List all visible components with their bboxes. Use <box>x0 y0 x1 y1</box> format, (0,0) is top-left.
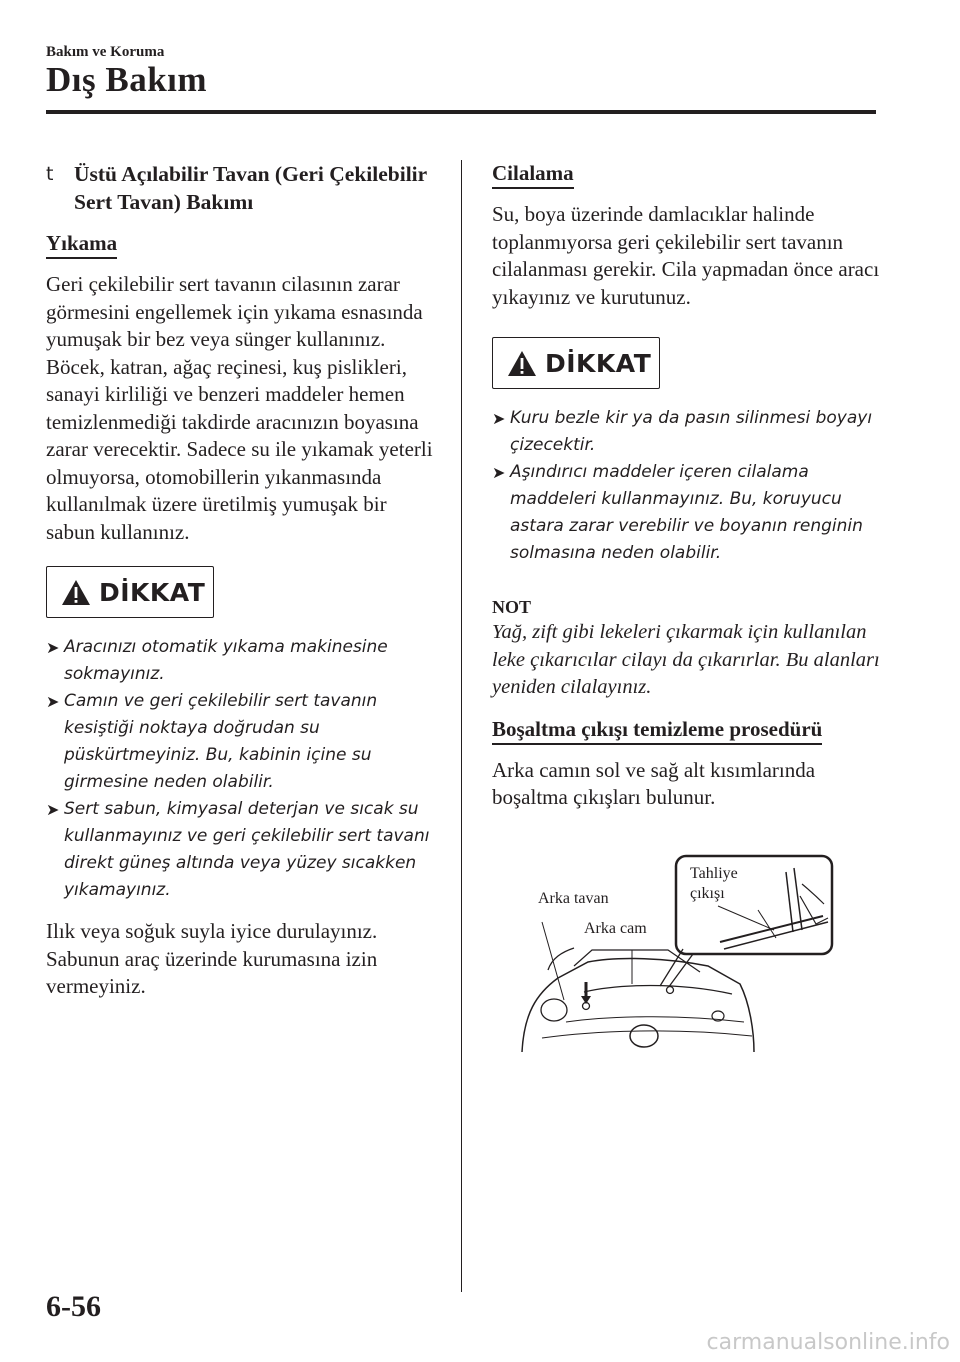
wash-paragraph-2: Böcek, katran, ağaç reçinesi, kuş pislikleri, sanayi kirliliği ve benzeri maddeler hemen temizlenmediği takdirde aracınızın boyasına zarar verecektir. Sadece su ile yıkamak yeterli olmuyorsa, otomobillerin yıkanmasında kullanılmak üzere üretilmiş yumuşak bir sabun kullanınız. <box>46 354 433 544</box>
arrow-icon: ➤ <box>492 463 506 482</box>
wash-subheading: Yıkama <box>46 230 117 259</box>
list-item: ➤ Sert sabun, kimyasal deterjan ve sıcak su kullanmayınız ve geri çekilebilir sert tavanı direkt güneş altında veya yüzey sıcakken yıkamayınız. <box>46 796 438 904</box>
left-column <box>46 160 438 1001</box>
arrow-icon: ➤ <box>46 800 60 819</box>
list-item: ➤ Kuru bezle kir ya da pasın silinmesi boyayı çizecektir. <box>492 405 882 459</box>
caution-box <box>492 337 660 389</box>
label-drain-outlet: Tahliye çıkışı <box>690 864 738 902</box>
arrow-icon: ➤ <box>492 409 506 428</box>
note-text: Yağ, zift gibi lekeleri çıkarmak için kullanılan leke çıkarıcılar cilayı da çıkarırlar. Bu alanları yeniden cilalayınız. <box>492 621 880 698</box>
list-item: ➤ Aracınızı otomatik yıkama makinesine sokmayınız. <box>46 634 438 688</box>
label-rear-roof: Arka tavan <box>538 889 609 907</box>
caution-list <box>492 405 882 567</box>
caution-label: DİKKAT <box>545 348 652 378</box>
section-marker: t <box>46 163 54 185</box>
rinse-paragraph: Ilık veya soğuk suyla iyice durulayınız. Sabunun araç üzerinde kurumasına izin vermeyiniz. <box>46 919 378 998</box>
wax-paragraph: Su, boya üzerinde damlacıklar halinde toplanmıyorsa geri çekilebilir sert tavanın cilalanması gerekir. Cila yapmadan önce aracı yıkayınız ve kurutunuz. <box>492 202 880 309</box>
warning-icon <box>61 579 91 606</box>
label-rear-glass: Arka cam <box>584 919 647 937</box>
drain-subheading: Boşaltma çıkışı temizleme prosedürü <box>492 716 822 745</box>
drain-outlet-figure <box>518 854 868 1064</box>
column-divider <box>461 160 462 1292</box>
section-label: Bakım ve Koruma <box>46 44 165 60</box>
arrow-icon: ➤ <box>46 692 60 711</box>
caution-box <box>46 566 214 618</box>
watermark: carmanualsonline.info <box>706 1330 950 1355</box>
list-item: ➤ Camın ve geri çekilebilir sert tavanın kesiştiği noktaya doğrudan su püskürtmeyiniz. Bu, kabinin içine su girmesine neden olabilir. <box>46 688 438 796</box>
caution-label: DİKKAT <box>99 577 206 607</box>
caution-list <box>46 634 438 904</box>
drain-paragraph: Arka camın sol ve sağ alt kısımlarında boşaltma çıkışları bulunur. <box>492 757 816 809</box>
section-heading-text: Üstü Açılabilir Tavan (Geri Çekilebilir Sert Tavan) Bakımı <box>74 162 427 214</box>
list-item: ➤ Aşındırıcı maddeler içeren cilalama maddeleri kullanmayınız. Bu, koruyucu astara zarar verebilir ve boyanın renginin solmasına neden olabilir. <box>492 459 882 567</box>
right-column <box>492 160 882 1064</box>
page-number: 6-56 <box>46 1290 101 1323</box>
page-title: Dış Bakım <box>46 60 208 99</box>
section-heading <box>46 160 438 216</box>
header-divider <box>46 110 876 114</box>
wax-subheading: Cilalama <box>492 160 574 189</box>
warning-icon <box>507 350 537 377</box>
arrow-icon: ➤ <box>46 638 60 657</box>
note-label: NOT <box>492 597 532 617</box>
wash-paragraph-1: Geri çekilebilir sert tavanın cilasının zarar görmesini engellemek için yıkama esnasında yumuşak bir bez veya sünger kullanınız. <box>46 272 423 351</box>
